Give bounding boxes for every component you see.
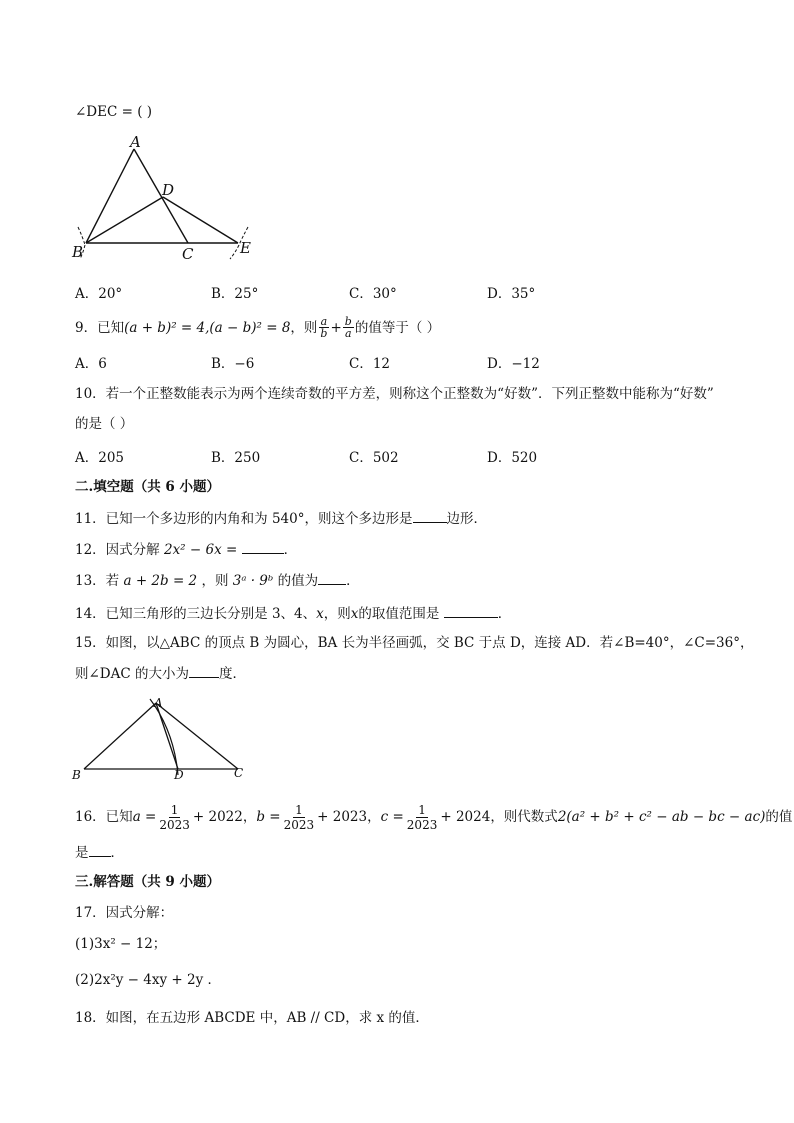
q13-condition: a + 2b = 2 [123, 573, 198, 589]
q16-c-rhs: + 2024 [440, 809, 491, 825]
q9-frac2-num: b [344, 315, 352, 328]
q15-blank[interactable] [189, 663, 219, 678]
q16-line2-after: ． [110, 845, 124, 861]
q15-after: 度． [219, 666, 247, 682]
q12 [75, 539, 297, 560]
section-fill-blank-title: 二.填空题（共 6 小题） [75, 479, 220, 495]
q16-a-lhs: a = [132, 809, 157, 825]
q15-label-B: B [72, 768, 81, 782]
q16-sep1: ， [242, 809, 257, 825]
q16-line2-text: 是 [75, 845, 89, 861]
q15-triangle-figure [70, 695, 260, 785]
q9-plus: + [330, 319, 342, 336]
q12-expression: 2x² − 6x = [163, 542, 238, 558]
q8-option-a: A．20° [75, 286, 123, 302]
q12-after: ． [283, 542, 298, 558]
q9-option-c: C．12 [349, 356, 391, 372]
q13-expression: 3ᵃ · 9ᵇ [232, 573, 274, 589]
q14-blank[interactable] [444, 603, 498, 618]
q11 [75, 508, 487, 529]
q8-label-D: D [162, 181, 175, 199]
q15-label-A: A [154, 696, 163, 710]
q8-angle-question: ∠DEC = ( ) [75, 104, 153, 120]
q13 [75, 570, 360, 591]
q14-mid: ，则 [323, 606, 351, 622]
q9-option-b: B．−6 [211, 356, 255, 372]
q17-title: 17．因式分解： [75, 905, 174, 921]
q16-c-lhs: c = [380, 809, 404, 825]
q13-after: 的值为 [277, 573, 319, 589]
q10-option-b: B．250 [211, 450, 261, 466]
q15-line1: 15．如图，以△ABC 的顶点 B 为圆心，BA 长为半径画弧，交 BC 于点 D，连接 AD．若∠B=40°，∠C=36°， [75, 635, 754, 651]
q10-option-c: C．502 [349, 450, 399, 466]
q9-stem [75, 316, 440, 339]
q8-label-A: A [130, 135, 141, 151]
q9-suffix: 的值等于（ ） [354, 319, 441, 336]
q15-text: 则∠DAC 的大小为 [75, 666, 190, 682]
q10-option-d: D．520 [487, 450, 538, 466]
q16-b-den: 2023 [283, 817, 315, 832]
q17-part2: (2)2x²y − 4xy + 2y ． [75, 972, 221, 988]
q14-end: ． [497, 606, 512, 622]
q16-a-rhs: + 2022 [192, 809, 243, 825]
q11-blank[interactable] [413, 508, 447, 523]
q16-b-fraction [282, 803, 317, 832]
q13-blank[interactable] [318, 570, 346, 585]
q9-fraction-a-over-b [318, 316, 329, 339]
q15-label-C: C [234, 766, 244, 780]
q10-line1: 10．若一个正整数能表示为两个连续奇数的平方差，则称这个正整数为“好数”．下列正整数中能称为“好数” [75, 386, 714, 402]
q11-text: 11．已知一个多边形的内角和为 540°，则这个多边形是 [75, 511, 413, 527]
q8-label-B: B [72, 243, 84, 261]
q14-text: 14．已知三角形的三边长分别是 3、4、 [75, 606, 317, 622]
q8-option-d: D．35° [487, 286, 536, 302]
q14-var: x [316, 606, 324, 622]
section-answer-title: 三.解答题（共 9 小题） [75, 874, 220, 890]
q14-var2: x [350, 606, 359, 622]
q11-after: 边形． [446, 511, 487, 527]
q16-b-rhs: + 2023 [317, 809, 368, 825]
q9-option-d: D．−12 [487, 356, 540, 372]
q9-frac1-num: a [320, 315, 328, 328]
q16-mid: ，则代数式 [490, 809, 558, 825]
q16-b-num: 1 [295, 802, 303, 817]
q9-expression: (a + b)² = 4,(a − b)² = 8 [124, 319, 291, 336]
q16-a-num: 1 [170, 802, 179, 817]
q10-option-a: A．205 [75, 450, 125, 466]
q16-expression: 2(a² + b² + c² − ab − bc − ac) [557, 809, 766, 825]
q16-sep2: ， [367, 809, 381, 825]
q9-frac1-den: b [320, 327, 328, 340]
q12-blank[interactable] [242, 539, 284, 554]
q15-line2 [75, 663, 246, 684]
q13-text: 13．若 [75, 573, 120, 589]
q8-triangle-figure [70, 135, 270, 265]
q15-label-D: D [174, 768, 184, 782]
q9-fraction-b-over-a [343, 316, 354, 339]
q16-c-fraction [405, 803, 440, 832]
q16-line2 [75, 842, 124, 863]
q16-b-lhs: b = [256, 809, 281, 825]
q8-label-E: E [240, 239, 251, 257]
q16-a-den: 2023 [159, 817, 190, 832]
q9-prefix: 9．已知 [75, 319, 125, 336]
q9-frac2-den: a [345, 327, 352, 340]
q16-prefix: 16．已知 [75, 809, 133, 825]
q9-option-a: A．6 [75, 356, 107, 372]
q8-option-b: B．25° [211, 286, 259, 302]
q16-suffix: 的值 [765, 809, 793, 825]
q16-c-num: 1 [418, 802, 426, 817]
q17-part1: (1)3x² − 12； [75, 936, 167, 952]
q16-blank[interactable] [89, 842, 111, 857]
q13-mid: ，则 [201, 573, 229, 589]
q16-c-den: 2023 [406, 817, 438, 832]
q13-end: ． [346, 573, 360, 589]
q16-line1 [75, 800, 792, 834]
q12-text: 12．因式分解 [75, 542, 160, 558]
q14-after: 的取值范围是 [358, 606, 440, 622]
q14 [75, 603, 511, 624]
q8-label-C: C [182, 245, 194, 263]
q9-mid: ，则 [290, 319, 318, 336]
q16-a-fraction [157, 803, 192, 832]
q8-option-c: C．30° [349, 286, 397, 302]
q10-line2: 的是（ ） [75, 416, 134, 432]
q18-text: 18．如图，在五边形 ABCDE 中，AB // CD，求 x 的值． [75, 1010, 429, 1026]
